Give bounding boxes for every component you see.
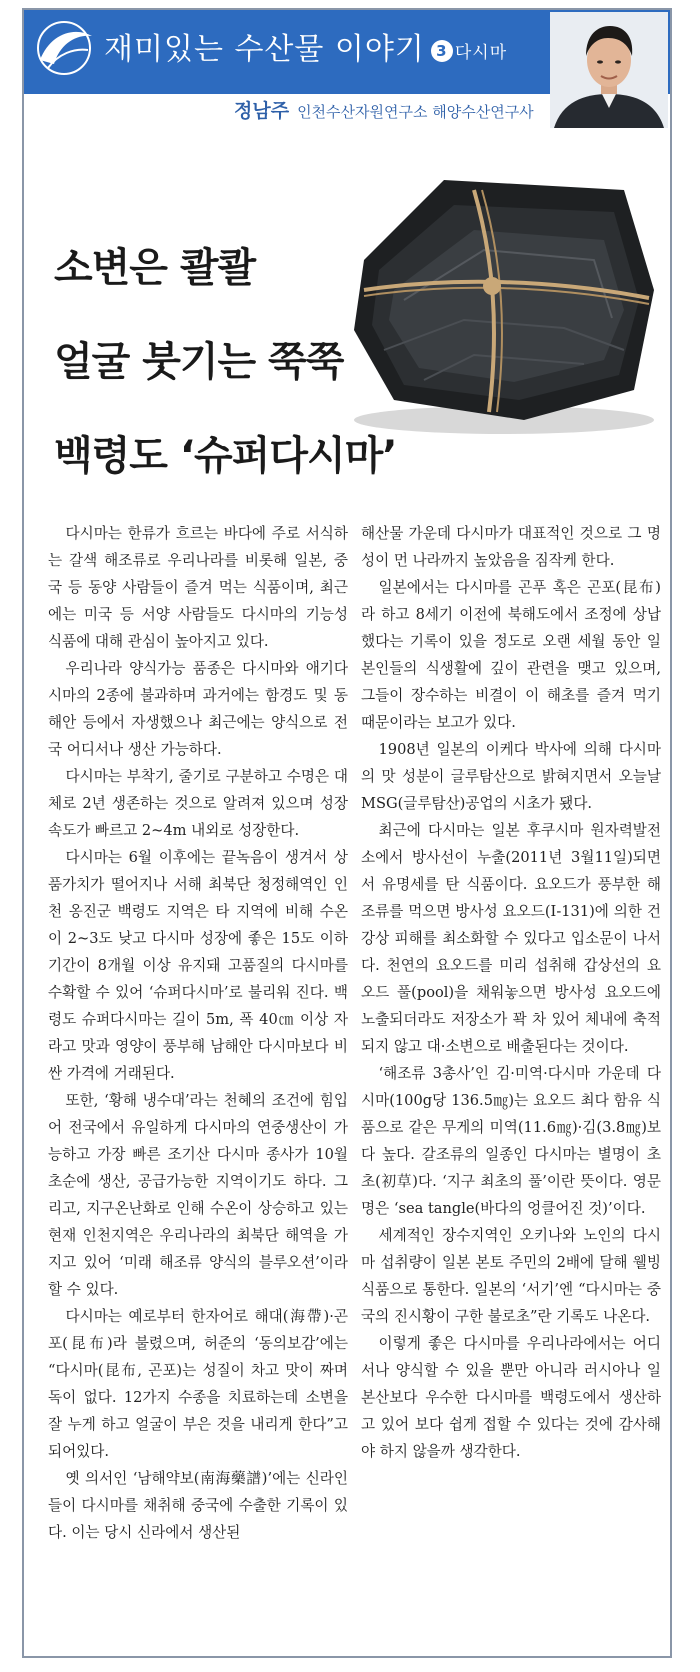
- headline-line-1: 소변은 콸콸: [54, 245, 256, 291]
- author-name: 정남주: [234, 100, 290, 122]
- author-byline: [234, 96, 534, 123]
- paragraph: 옛 의서인 ‘남해약보(南海藥譜)’에는 신라인들이 다시마를 채취해 중국에 수출한 기록이 있다. 이는 당시 신라에서 생산된: [48, 1470, 348, 1541]
- paragraph: 다시마는 6월 이후에는 끝녹음이 생겨서 상품가치가 떨어지나 서해 최북단 청정해역인 인천 옹진군 백령도 지역은 타 지역에 비해 수온이 2~3도 낮고 다시마 성장에 좋은 15도 이하 기간이 8개월 이상 유지돼 고품질의 다시마를 수확할 수 있어 ‘슈퍼다시마’로 불리워 진다. 백령도 슈퍼다시마는 길이 5m, 폭 40㎝ 이상 자라고 맛과 영양이 풍부해 남해안 다시마보다 비싼 가격에 거래된다.: [48, 849, 348, 1082]
- paragraph: 우리나라 양식가능 품종은 다시마와 애기다시마의 2종에 불과하며 과거에는 함경도 및 동해안 등에서 자생했으나 최근에는 양식으로 전국 어디서나 생산 가능하다.: [48, 660, 348, 758]
- headline-line-3: 백령도 ‘슈퍼다시마’: [54, 433, 397, 479]
- series-title-text: 재미있는 수산물 이야기: [104, 32, 425, 67]
- paragraph: 세계적인 장수지역인 오키나와 노인의 다시마 섭취량이 일본 본토 주민의 2배에 달해 웰빙 식품으로 통한다. 일본의 ‘서기’엔 “다시마는 중국의 진시황이 구한 불로초”란 기록도 나온다.: [361, 1227, 661, 1325]
- paragraph: 다시마는 예로부터 한자어로 해대(海帶)·곤포(昆布)라 불렸으며, 허준의 ‘동의보감’에는 “다시마(昆布, 곤포)는 성질이 차고 맛이 짜며 독이 없다. 12가지 수종을 치료하는데 소변을 잘 누게 하고 얼굴이 부은 것을 내리게 한다”고 되어있다.: [48, 1308, 348, 1460]
- paragraph: 또한, ‘황해 냉수대’라는 천혜의 조건에 힘입어 전국에서 유일하게 다시마의 연중생산이 가능하고 가장 빠른 조기산 다시마 종사가 10월 초순에 생산, 공급가능한 지역이기도 하다. 그리고, 지구온난화로 인해 수온이 상승하고 있는 현재 인천지역은 우리나라의 최북단 해역을 가지고 있어 ‘미래 해조류 양식의 블루오션’이라 할 수 있다.: [48, 1092, 348, 1298]
- paragraph: 해산물 가운데 다시마가 대표적인 것으로 그 명성이 먼 나라까지 높았음을 짐작케 한다.: [361, 525, 661, 569]
- author-affiliation: 인천수산자원연구소 해양수산연구사: [297, 103, 534, 121]
- paragraph: 일본에서는 다시마를 곤푸 혹은 곤포(昆布)라 하고 8세기 이전에 북해도에서 조정에 상납했다는 기록이 있을 정도로 오랜 세월 동안 일본인들의 식생활에 깊이 관련을 맺고 있으며, 그들이 장수하는 비결이 이 해초를 즐겨 먹기 때문이라는 보고가 있다.: [361, 579, 661, 731]
- paragraph: 이렇게 좋은 다시마를 우리나라에서는 어디서나 양식할 수 있을 뿐만 아니라 러시아나 일본산보다 우수한 다시마를 백령도에서 생산하고 있어 보다 쉽게 접할 수 있다는 것에 감사해야 하지 않을까 생각한다.: [361, 1335, 661, 1460]
- paragraph: 다시마는 부착기, 줄기로 구분하고 수명은 대체로 2년 생존하는 것으로 알려져 있으며 성장속도가 빠르고 2~4m 내외로 성장한다.: [48, 768, 348, 839]
- series-number-badge: 3: [431, 40, 453, 62]
- headline-line-2: 얼굴 붓기는 쭉쭉: [54, 339, 344, 385]
- paragraph: 최근에 다시마는 일본 후쿠시마 원자력발전소에서 방사선이 누출(2011년 3월11일)되면서 유명세를 탄 식품이다. 요오드가 풍부한 해조류를 먹으면 방사성 요오드(I-131)에 의한 건강상 피해를 최소화할 수 있다고 입소문이 나서다. 천연의 요오드를 미리 섭취해 갑상선의 요오드 풀(pool)을 채워놓으면 방사성 요오드에 노출되더라도 저장소가 꽉 차 있어 체내에 축적되지 않고 대·소변으로 배출된다는 것이다.: [361, 822, 661, 1055]
- dried-kelp-bundle-image: [324, 150, 664, 450]
- body-column-left: [48, 520, 348, 1546]
- paragraph: 1908년 일본의 이케다 박사에 의해 다시마의 맛 성분이 글루탐산으로 밝혀지면서 오늘날 MSG(글루탐산)공업의 시초가 됐다.: [361, 741, 661, 812]
- body-column-right: [361, 520, 661, 1465]
- paragraph: ‘해조류 3총사’인 김·미역·다시마 가운데 다시마(100g당 136.5㎎)는 요오드 최다 함유 식품으로 같은 무게의 미역(11.6㎎)·김(3.8㎎)보다 높다. 갈조류의 일종인 다시마는 별명이 초초(初草)다. ‘지구 최초의 풀’이란 뜻이다. 영문명은 ‘sea tangle(바다의 엉클어진 것)’이다.: [361, 1065, 661, 1217]
- series-topic: 다시마: [454, 43, 508, 63]
- author-portrait: [550, 12, 668, 128]
- article-frame: [22, 8, 672, 1658]
- paragraph: 다시마는 한류가 흐르는 바다에 주로 서식하는 갈색 해조류로 우리나라를 비롯해 일본, 중국 등 동양 사람들이 즐겨 먹는 식품이며, 최근에는 미국 등 서양 사람들도 다시마의 기능성 식품에 대해 관심이 높아지고 있다.: [48, 525, 348, 650]
- wave-logo-icon: [30, 14, 100, 84]
- series-banner: [24, 10, 670, 128]
- series-title: [104, 24, 507, 68]
